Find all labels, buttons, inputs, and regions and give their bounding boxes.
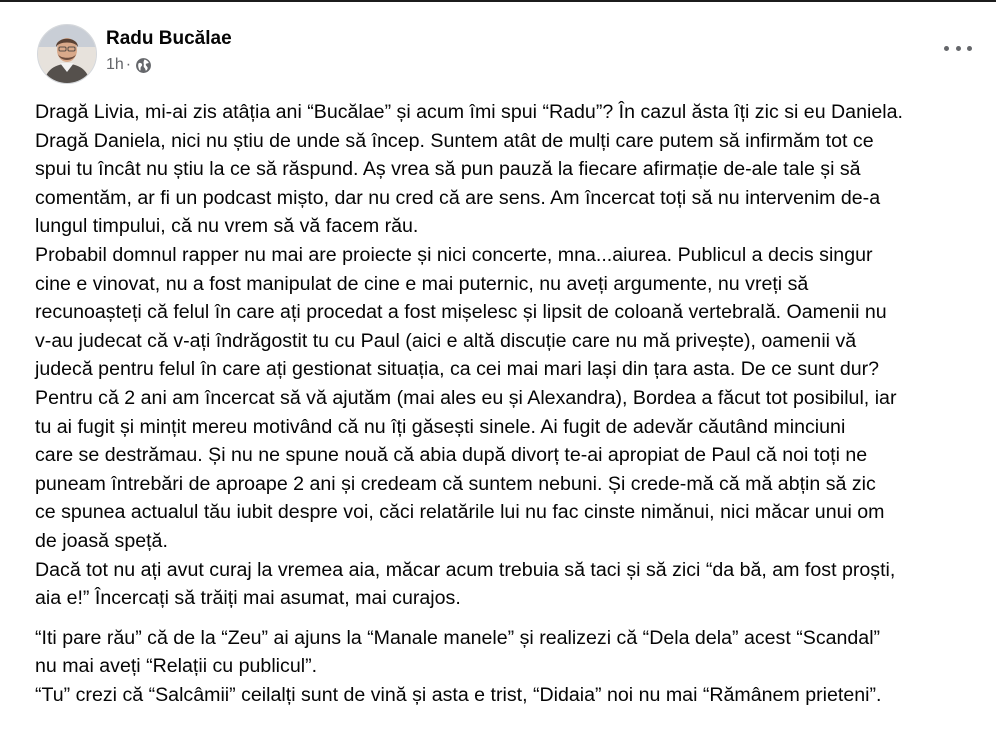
post-line: care se destrămau. Și nu ne spune nouă că abia după divorț te-ai apropiat de Paul că noi toți ne	[35, 444, 868, 467]
author-name[interactable]: Radu Bucălae	[106, 28, 232, 49]
more-options-icon[interactable]	[944, 38, 972, 58]
post-line: ce spunea actualul tău iubit despre voi, căci relatările lui nu fac cinste nimănui, nici măcar unui om	[35, 501, 885, 524]
paragraph-gap	[35, 613, 985, 624]
post-line: “Tu” crezi că “Salcâmii” ceilalți sunt de vină și asta e trist, “Didaia” noi nu mai “Rămânem prieteni”.	[35, 683, 882, 706]
post-body	[35, 98, 985, 709]
post-line: Dragă Livia, mi-ai zis atâția ani “Bucălae” și acum îmi spui “Radu”? În cazul ăsta îți zic si eu Daniela.	[35, 101, 903, 123]
post-meta	[106, 56, 152, 74]
top-divider	[0, 0, 996, 2]
dot-icon	[944, 46, 949, 51]
author-avatar[interactable]	[37, 24, 97, 84]
post-line: Pentru că 2 ani am încercat să vă ajutăm (mai ales eu și Alexandra), Bordea a făcut tot posibilul, iar	[35, 386, 897, 409]
post-time[interactable]: 1h	[106, 56, 124, 73]
post-line: nu mai aveți “Relații cu publicul”.	[35, 655, 318, 678]
post-line: comentăm, ar fi un podcast mișto, dar nu cred că are sens. Am încercat toți să nu intervenim de-a	[35, 186, 881, 209]
post-line: Dragă Daniela, nici nu știu de unde să încep. Suntem atât de mulți care putem să infirmăm tot ce	[35, 129, 874, 152]
post-line: recunoașteți că felul în care ați procedat a fost mișelesc și lipsit de coloană vertebrală. Oamenii nu	[35, 301, 887, 324]
post-line: tu ai fugit și mințit mereu motivând că nu îți găsești sinele. Ai fugit de adevăr căutând minciuni	[35, 415, 846, 438]
dot-icon	[956, 46, 961, 51]
post-line: aia e!” Încercați să trăiți mai asumat, mai curajos.	[35, 587, 461, 610]
post-line: “Iti pare rău” că de la “Zeu” ai ajuns la “Manale manele” și realizezi că “Dela dela” acest “Scandal”	[35, 626, 881, 649]
globe-icon[interactable]	[135, 57, 152, 74]
post-line: cine e vinovat, nu a fost manipulat de cine e mai puternic, nu aveți argumente, nu vreți să	[35, 272, 809, 295]
avatar-photo	[38, 25, 96, 83]
post-line: de joasă speță.	[35, 529, 168, 552]
post-line: v-au judecat că v-ați îndrăgostit tu cu Paul (aici e altă discuție care nu mă privește), oamenii vă	[35, 329, 857, 352]
meta-separator: ·	[125, 56, 132, 73]
dot-icon	[967, 46, 972, 51]
post-line: lungul timpului, că nu vrem să vă facem rău.	[35, 215, 419, 238]
post-line: spui tu încât nu știu la ce să răspund. Aș vrea să pun pauză la fiecare afirmație de-ale tale și să	[35, 158, 861, 181]
post-line: Probabil domnul rapper nu mai are proiecte și nici concerte, mna...aiurea. Publicul a decis singur	[35, 243, 873, 266]
post-line: puneam întrebări de aproape 2 ani și credeam că suntem nebuni. Și crede-mă că mă abțin să zic	[35, 472, 876, 495]
post-line: judecă pentru felul în care ați gestionat situația, ca cei mai mari lași din țara asta. De ce sunt dur?	[35, 358, 880, 381]
post-line: Dacă tot nu ați avut curaj la vremea aia, măcar acum trebuia să taci și să zici “da bă, am fost proști,	[35, 558, 896, 581]
post-header	[37, 24, 977, 84]
